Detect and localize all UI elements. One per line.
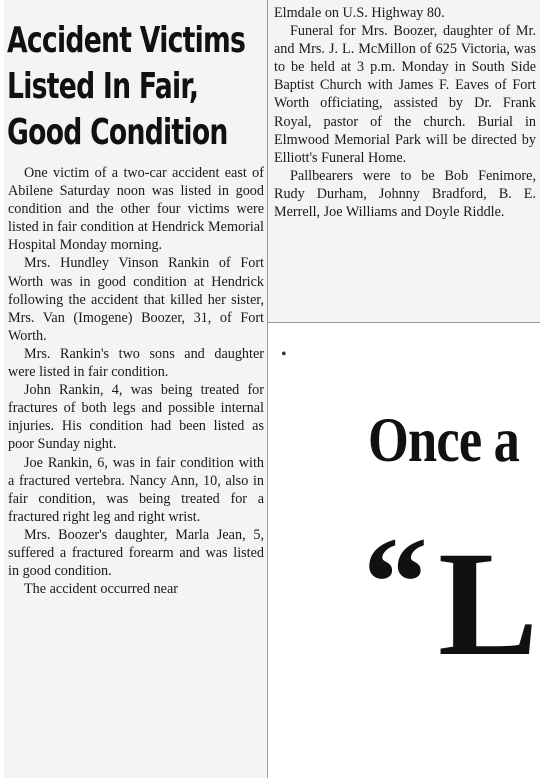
article-column-left <box>4 0 267 778</box>
bullet-mark: • <box>281 346 287 363</box>
ad-headline: Once a <box>368 404 520 475</box>
ad-big-letter: L <box>438 521 539 687</box>
article-headline <box>7 18 246 156</box>
article-paragraph: Elmdale on U.S. Highway 80. <box>274 5 445 21</box>
article-paragraph: Mrs. Hundley Vinson Rankin of Fort Worth was in good condition at Hendrick following the accident that killed her sister, Mrs. Van (Imogene) Boozer, 31, of Fort Worth. <box>8 255 264 344</box>
article-body <box>8 164 264 598</box>
article-paragraph: Joe Rankin, 6, was in fair condition with a fractured vertebra. Nancy Ann, 10, also in fair condition, was being treated for a fractured right leg and right wrist. <box>8 454 264 525</box>
ad-quote-line <box>363 511 539 687</box>
headline-line-1: Accident Victims <box>7 20 246 61</box>
article-paragraph: Mrs. Boozer's daughter, Marla Jean, 5, suffered a fractured forearm and was listed in good condition. <box>8 526 264 580</box>
article-paragraph: One victim of a two-car accident east of Abilene Saturday noon was listed in good condition and the other four victims were listed in fair condition at Hendrick Memorial Hospital Monday morning. <box>8 165 264 254</box>
article-paragraph: Funeral for Mrs. Boozer, daughter of Mr. and Mrs. J. L. McMillon of 625 Victoria, was to be held at 3 p.m. Monday in South Side Baptist Church with James F. Eaves of Fort Worth officiating, assisted by Dr. Frank Royal, pastor of the church. Burial in Elmwood Memorial Park will be directed by Elliott's Funeral Home. <box>274 23 536 166</box>
article-paragraph: John Rankin, 4, was being treated for fractures of both legs and possible internal injuries. His condition had been listed as poor Sunday night. <box>8 382 264 453</box>
article-continuation <box>274 4 536 221</box>
advertisement <box>268 323 540 778</box>
article-column-right <box>268 0 540 322</box>
article-paragraph: Mrs. Rankin's two sons and daughter were listed in fair condition. <box>8 345 264 381</box>
headline-line-3: Good Condition <box>7 112 228 153</box>
ad-quote-mark: “ <box>363 511 428 655</box>
article-paragraph: The accident occurred near <box>24 581 178 598</box>
article-paragraph: Pallbearers were to be Bob Fenimore, Rudy Durham, Johnny Bradford, B. E. Merrell, Joe Williams and Doyle Riddle. <box>274 167 536 221</box>
headline-line-2: Listed In Fair, <box>7 66 199 107</box>
